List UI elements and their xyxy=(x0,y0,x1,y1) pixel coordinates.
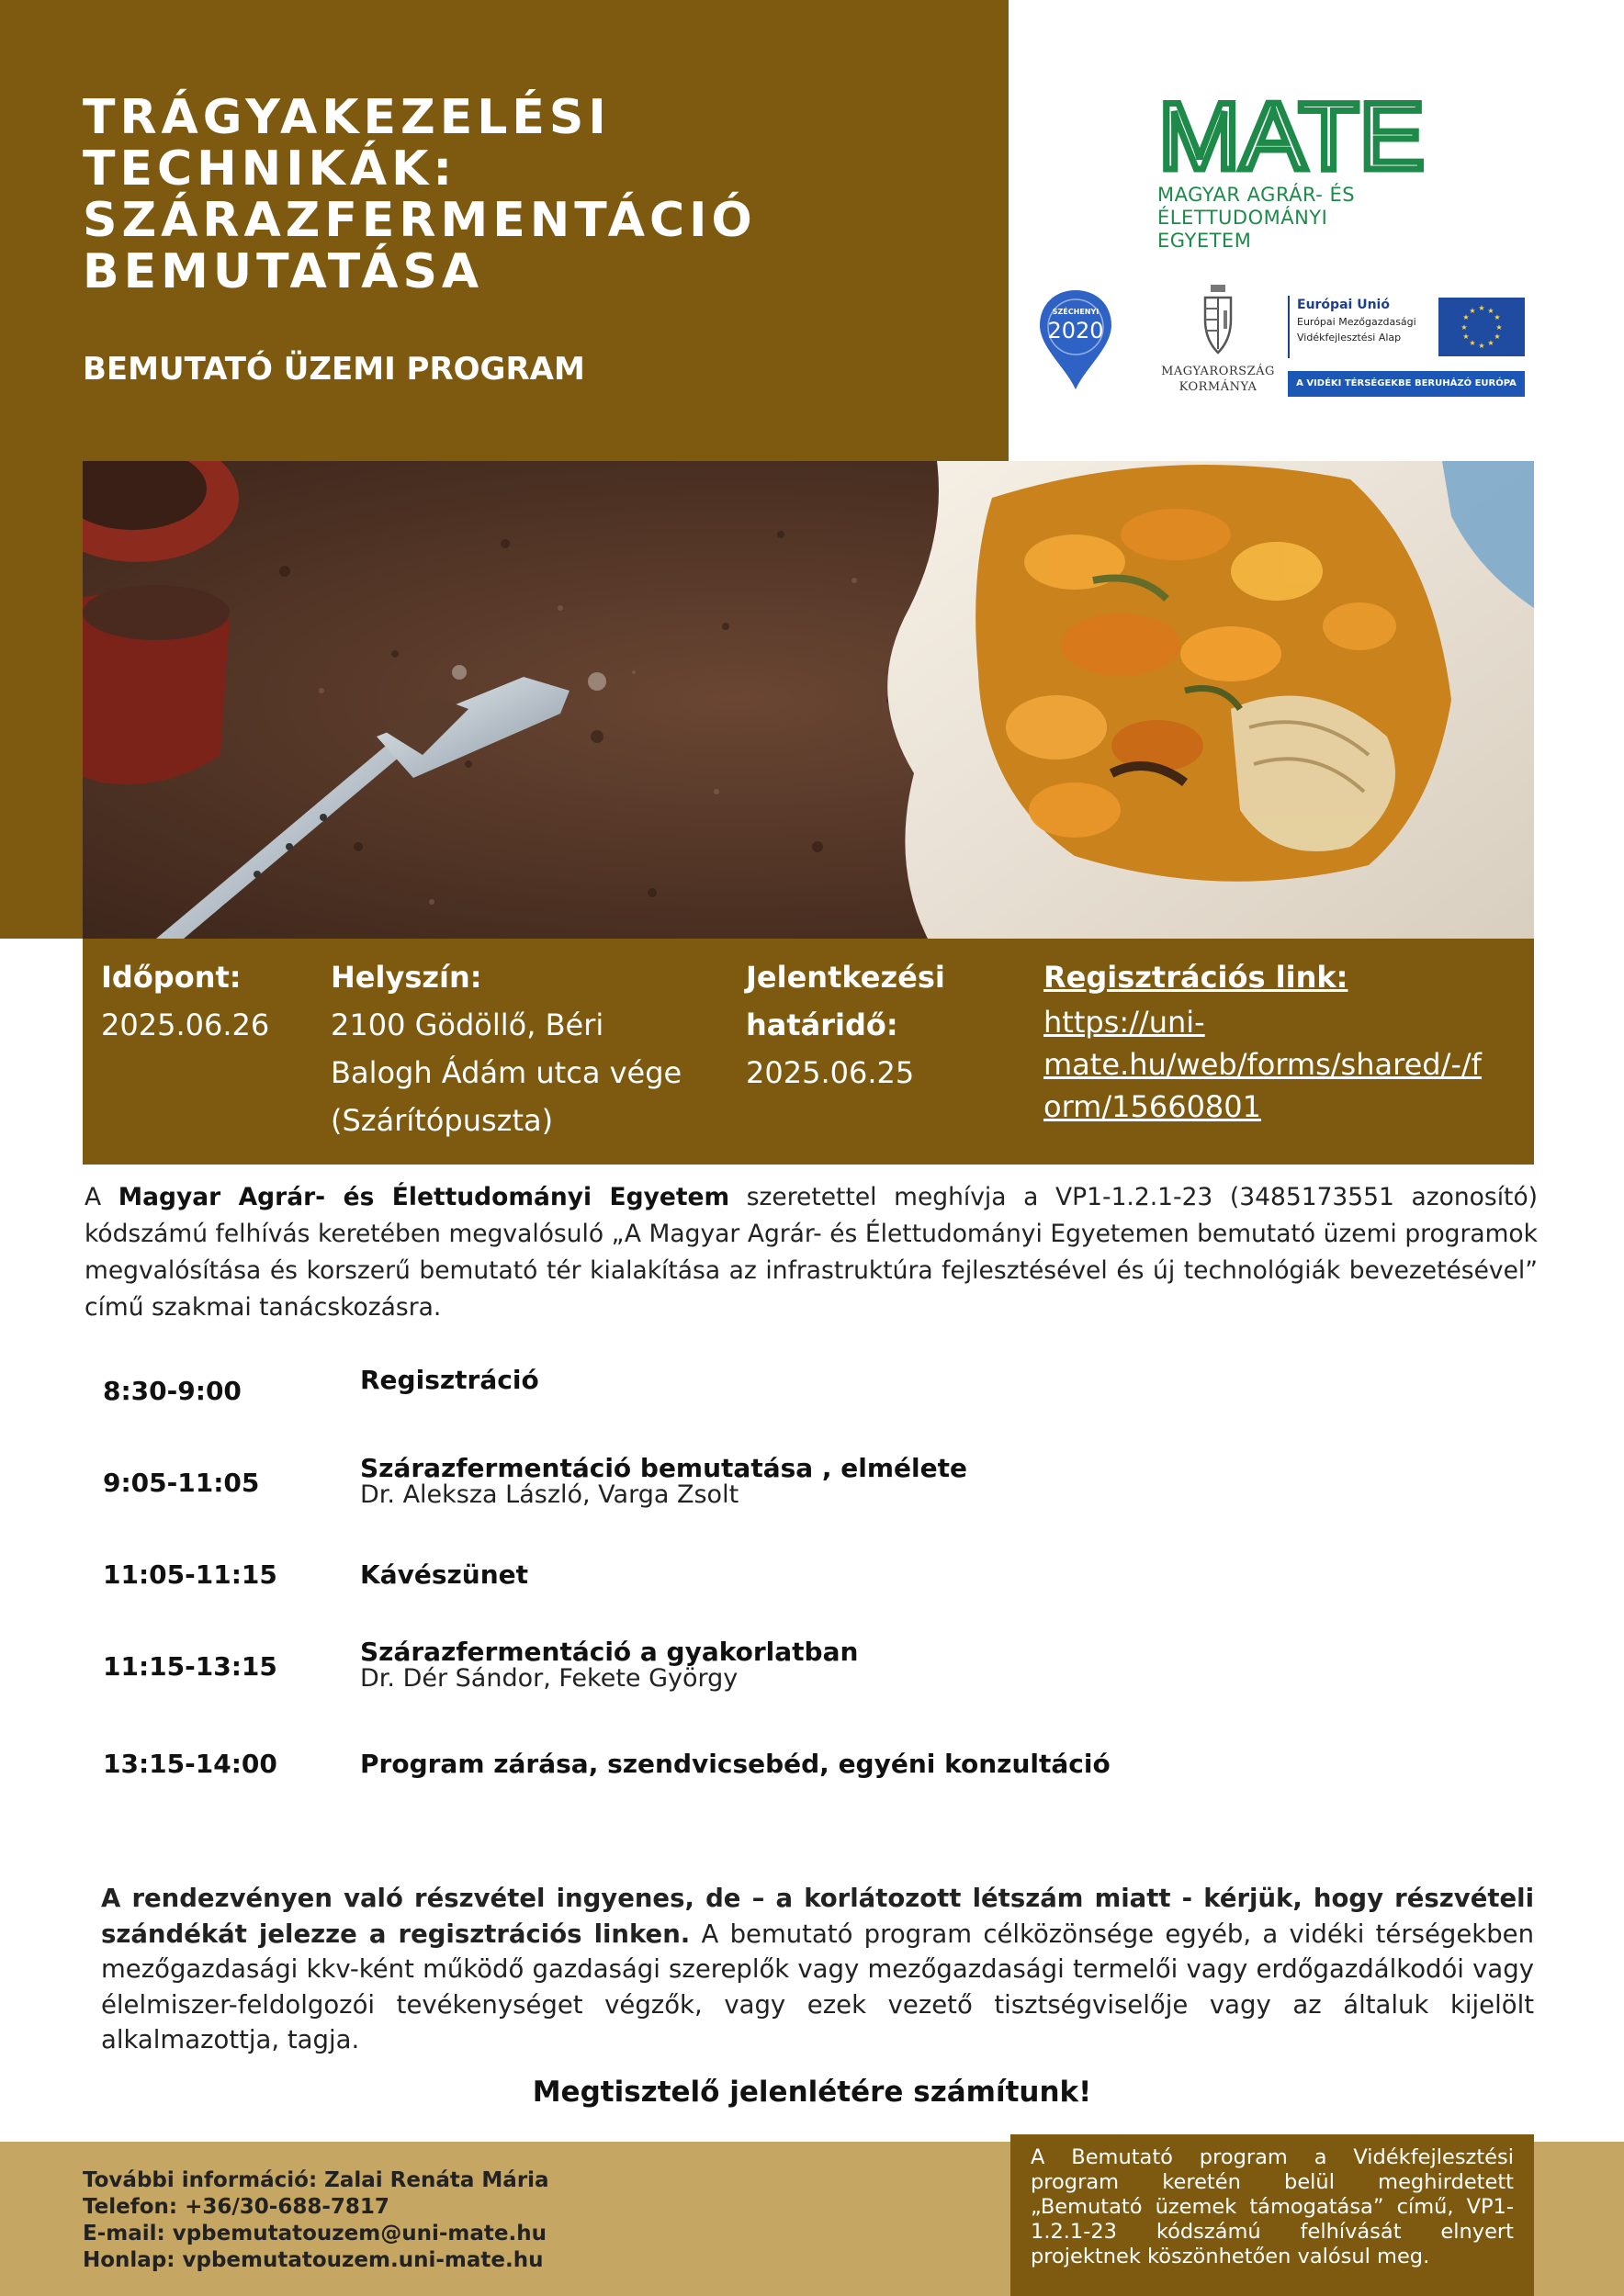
mate-name-line: MAGYAR AGRÁR- ÉS xyxy=(1157,184,1356,206)
university-name: Magyar Agrár- és Élettudományi Egyetem xyxy=(118,1183,730,1211)
contact-info xyxy=(83,2167,549,2274)
svg-text:★: ★ xyxy=(1495,323,1503,332)
location-label: Helyszín: xyxy=(331,960,482,995)
svg-text:★: ★ xyxy=(1487,307,1494,315)
mate-name xyxy=(1157,184,1426,253)
svg-text:★: ★ xyxy=(1462,332,1470,341)
invitation-text xyxy=(85,1179,1538,1326)
schedule-time: 8:30-9:00 xyxy=(103,1376,242,1406)
schedule-title: Kávészünet xyxy=(360,1559,529,1590)
schedule-speakers: Dr. Dér Sándor, Fekete György xyxy=(360,1664,739,1693)
page-subtitle: BEMUTATÓ ÜZEMI PROGRAM xyxy=(83,351,585,388)
svg-text:★: ★ xyxy=(1460,323,1468,332)
location-value: Balogh Ádám utca vége xyxy=(331,1055,682,1090)
schedule-title: Szárazfermentáció a gyakorlatban xyxy=(360,1637,859,1667)
eu-title: Európai Unió xyxy=(1297,298,1390,312)
svg-text:★: ★ xyxy=(1494,332,1501,341)
participation-note xyxy=(101,1881,1534,2058)
title-line: BEMUTATÁSA xyxy=(83,244,484,299)
deadline-value: 2025.06.25 xyxy=(746,1055,915,1090)
invitation-prefix: A xyxy=(85,1183,118,1211)
compost-soil-photo xyxy=(83,461,1534,939)
szechenyi-year: 2020 xyxy=(1047,318,1104,343)
registration-link[interactable] xyxy=(1043,1001,1521,1128)
deadline-label: Jelentkezési xyxy=(746,960,945,995)
schedule-speakers: Dr. Aleksza László, Varga Zsolt xyxy=(360,1480,739,1509)
eu-fund-logo xyxy=(1288,296,1525,400)
szechenyi-2020-logo xyxy=(1036,287,1115,393)
government-name-line: MAGYARORSZÁG xyxy=(1161,365,1275,378)
government-name-line: KORMÁNYA xyxy=(1179,380,1257,394)
deadline-block xyxy=(746,953,1021,1097)
participation-highlight: A rendezvényen való részvétel ingyenes, de – a korlátozott létszám miatt - kérjük, hogy részvételi szándékát jelezze a regisztrációs linken. xyxy=(101,1884,1534,1949)
registration-link-line: mate.hu/web/forms/shared/-/f xyxy=(1043,1047,1482,1082)
schedule-time: 9:05-11:05 xyxy=(103,1468,260,1498)
schedule-time: 13:15-14:00 xyxy=(103,1749,277,1779)
svg-text:★: ★ xyxy=(1494,313,1501,321)
eu-fund-name: Vidékfejlesztési Alap xyxy=(1297,332,1402,343)
date-block xyxy=(101,953,312,1049)
contact-email[interactable]: E-mail: vpbemutatouzem@uni-mate.hu xyxy=(83,2222,547,2245)
invitation-body: szeretettel meghívja a VP1-1.2.1-23 (3485173551 azonosító) kódszámú felhívás keretében megvalósuló „A Magyar Agrár- és Élettudományi Egyetemen bemutató üzemi programok megvalósítása és korszerű bemutató tér kialakítása az infrastruktúra fejlesztésével és új technológiák bevezetésével” című szakmai tanácskozásra. xyxy=(85,1183,1538,1322)
svg-text:★: ★ xyxy=(1487,339,1494,347)
funding-note: A Bemutató program a Vidékfejlesztési program keretén belül meghirdetett „Bemutató üzemek támogatása” című, VP1-1.2.1-23 kódszámú felhívását elnyert projektnek köszönhetően valósul meg. xyxy=(1010,2134,1534,2296)
contact-website[interactable]: Honlap: vpbemutatouzem.uni-mate.hu xyxy=(83,2248,544,2272)
svg-text:★: ★ xyxy=(1469,307,1476,315)
svg-text:★: ★ xyxy=(1462,313,1470,321)
registration-link-line: orm/15660801 xyxy=(1043,1089,1261,1124)
eu-slogan-bar: A VIDÉKI TÉRSÉGEKBE BERUHÁZÓ EURÓPA xyxy=(1288,371,1525,397)
date-value: 2025.06.26 xyxy=(101,1007,270,1042)
registration-label: Regisztrációs link: xyxy=(1043,960,1348,995)
schedule-time: 11:05-11:15 xyxy=(103,1559,277,1590)
schedule-title: Program zárása, szendvicsebéd, egyéni konzultáció xyxy=(360,1749,1111,1779)
location-value: 2100 Gödöllő, Béri xyxy=(331,1007,604,1042)
schedule-time: 11:15-13:15 xyxy=(103,1651,277,1682)
page-title xyxy=(83,92,964,298)
mate-wordmark xyxy=(1157,96,1426,174)
government-logo xyxy=(1154,283,1282,395)
closing-invitation: Megtisztelő jelenlétére számítunk! xyxy=(532,2076,1092,2109)
deadline-label: határidő: xyxy=(746,1007,898,1042)
title-line: SZÁRAZFERMENTÁCIÓ xyxy=(83,193,757,248)
location-value: (Szárítópuszta) xyxy=(331,1103,554,1138)
mate-name-line: ÉLETTUDOMÁNYI EGYETEM xyxy=(1157,207,1328,252)
registration-block xyxy=(1043,953,1521,1128)
title-line: TRÁGYAKEZELÉSI xyxy=(83,90,611,145)
government-name xyxy=(1154,364,1282,395)
contact-person: További információ: Zalai Renáta Mária xyxy=(83,2168,549,2192)
coat-of-arms-icon xyxy=(1198,283,1238,360)
svg-text:★: ★ xyxy=(1478,304,1485,312)
target-audience-text: A bemutató program célközönsége egyéb, a vidéki térségekben mezőgazdasági kkv-ként működő gazdasági szereplők vagy mezőgazdasági termelői vagy erdőgazdálkodói vagy élelmiszer-feldolgozói tevékenységet végzők, vagy ezek vezető tisztségviselője vagy az általuk kijelölt alkalmazottja, tagja. xyxy=(101,1919,1534,2054)
contact-phone[interactable]: Telefon: +36/30-688-7817 xyxy=(83,2195,389,2219)
event-info-bar xyxy=(83,939,1534,1165)
szechenyi-label: SZÉCHENYI xyxy=(1052,308,1100,316)
title-line: TECHNIKÁK: xyxy=(83,141,457,197)
footer xyxy=(0,2142,1624,2296)
svg-text:★: ★ xyxy=(1469,339,1476,347)
location-block xyxy=(331,953,726,1144)
eu-flag-icon xyxy=(1438,298,1525,356)
schedule-title: Regisztráció xyxy=(360,1365,539,1395)
eu-fund-name: Európai Mezőgazdasági xyxy=(1297,316,1416,328)
compost-photo-illustration xyxy=(83,461,1534,939)
mate-wordmark-text: MATE xyxy=(1158,96,1425,174)
schedule-title: Szárazfermentáció bemutatása , elmélete xyxy=(360,1453,968,1483)
registration-link-line: https://uni- xyxy=(1043,1005,1205,1040)
mate-logo xyxy=(1157,96,1426,253)
date-label: Időpont: xyxy=(101,960,242,995)
svg-text:★: ★ xyxy=(1478,342,1485,350)
eu-fund-text xyxy=(1288,296,1437,358)
